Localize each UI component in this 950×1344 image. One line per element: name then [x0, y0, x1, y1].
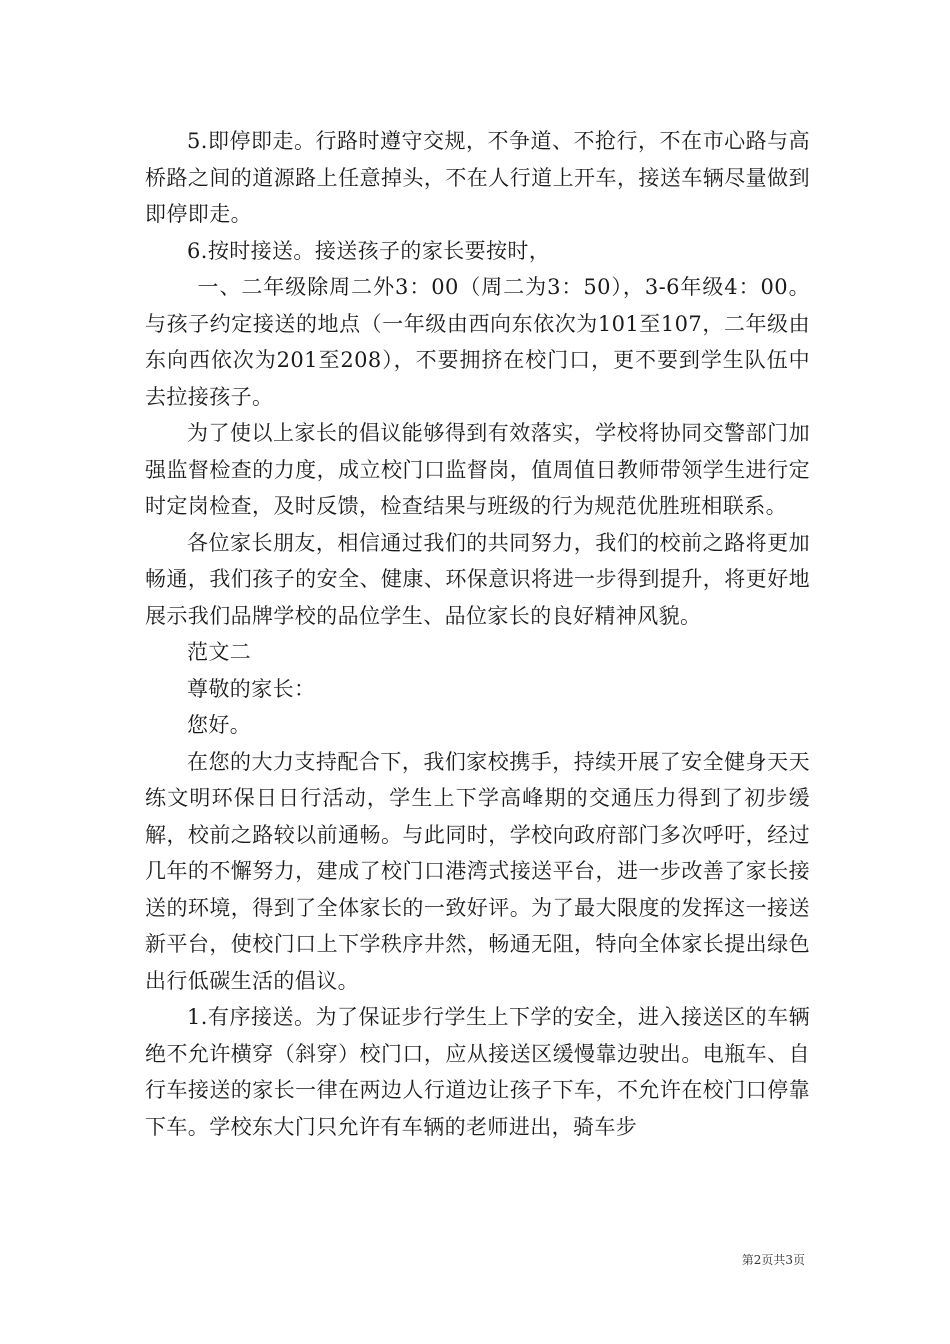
greeting: 您好。	[187, 713, 252, 737]
paragraph-schedule: 一、二年级除周二外3：00（周二为3：50），3-6年级4：00。与孩子约定接送的地点（一年级由西向东依次为101至107，二年级由东向西依次为201至208），不要拥挤在校门口，更不要到学生队伍中去拉接孩子。	[145, 275, 810, 409]
salutation: 尊敬的家长：	[187, 676, 316, 701]
section-heading-sample-two: 范文二	[187, 640, 252, 664]
page-number: 第2页共3页	[741, 1253, 805, 1267]
paragraph-introduction: 在您的大力支持配合下，我们家校携手，持续开展了安全健身天天练文明环保日日行活动，学生上下学高峰期的交通压力得到了初步缓解，校前之路较以前通畅。与此同时，学校向政府部门多次呼吁，经过几年的不懈努力，建成了校门口港湾式接送平台，进一步改善了家长接送的环境，得到了全体家长的一致好评。为了最大限度的发挥这一接送新平台，使校门口上下学秩序井然，畅通无阻，特向全体家长提出绿色出行低碳生活的倡议。	[145, 749, 810, 993]
paragraph-item-6: 6.按时接送。接送孩子的家长要按时，	[187, 238, 551, 263]
paragraph-item-1: 1.有序接送。为了保证步行学生上下学的安全，进入接送区的车辆绝不允许横穿（斜穿）校门口，应从接送区缓慢靠边驶出。电瓶车、自行车接送的家长一律在两边人行道边让孩子下车，不允许在校门口停靠下车。学校东大门只允许有车辆的老师进出，骑车步	[145, 1005, 810, 1139]
paragraph-item-5: 5.即停即走。行路时遵守交规，不争道、不抢行，不在市心路与高桥路之间的道源路上任意掉头，不在人行道上开车，接送车辆尽量做到即停即走。	[145, 129, 810, 226]
paragraph-closing: 各位家长朋友，相信通过我们的共同努力，我们的校前之路将更加畅通，我们孩子的安全、健康、环保意识将进一步得到提升，将更好地展示我们品牌学校的品位学生、品位家长的良好精神风貌。	[145, 530, 810, 628]
paragraph-supervision: 为了使以上家长的倡议能够得到有效落实，学校将协同交警部门加强监督检查的力度，成立校门口监督岗，值周值日教师带领学生进行定时定岗检查，及时反馈，检查结果与班级的行为规范优胜班相联系。	[145, 421, 810, 518]
document-body	[145, 123, 810, 1145]
